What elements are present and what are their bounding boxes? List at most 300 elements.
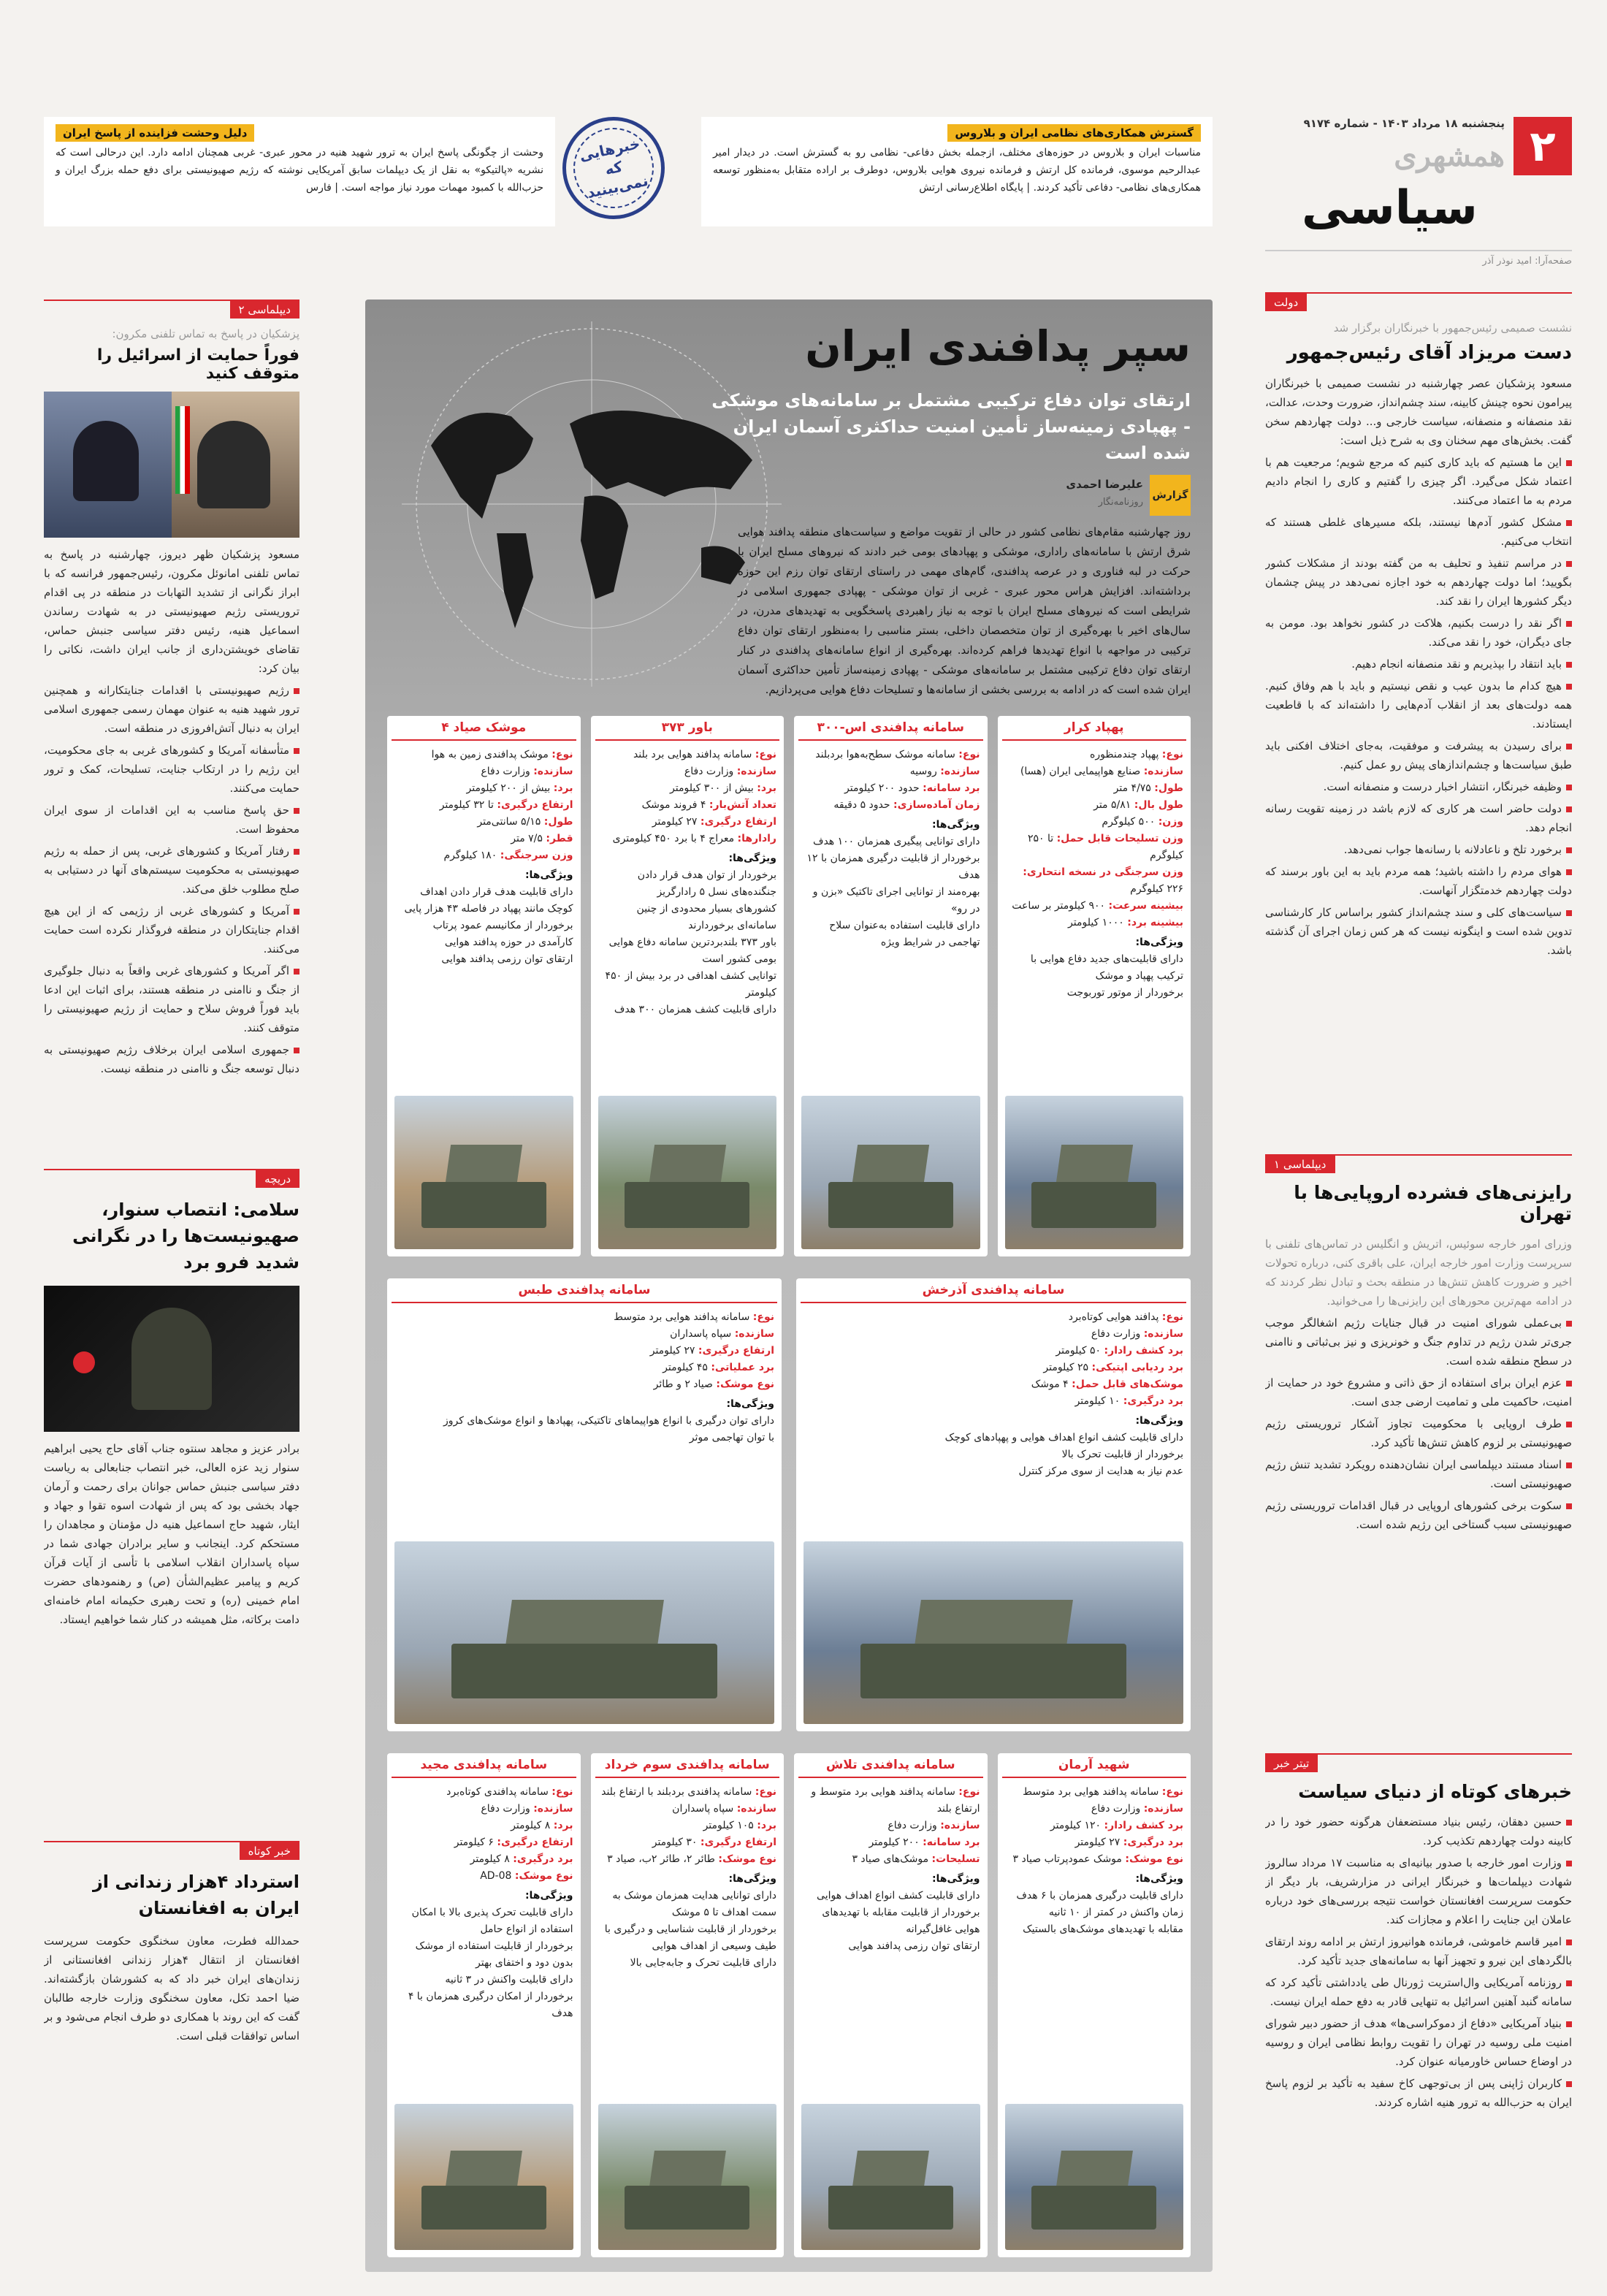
spec-key: وزن سرجنگی در نسخه انتحاری: <box>1023 866 1183 878</box>
spec-value: وزارت دفاع <box>481 1803 534 1815</box>
bullet-item <box>44 681 299 738</box>
spec-line <box>1005 915 1184 931</box>
spec-value: بیش از ۳۰۰ کیلومتر <box>670 782 757 794</box>
spec-value: ۲۷ کیلومتر <box>1074 1837 1123 1848</box>
bullet-square-icon <box>1566 1462 1572 1468</box>
weapon-card-specs <box>591 741 785 1024</box>
feature-line: دارای قابلیت واکنش در ۳ ثانیه <box>445 1974 573 1986</box>
vehicle-shape <box>421 2186 546 2230</box>
spec-value: ۲۲۶ کیلوگرم <box>1130 883 1183 895</box>
weapon-card-title: پهپاد کرار <box>1002 716 1187 741</box>
spec-value: موشک‌های صیاد ۳ <box>852 1853 932 1865</box>
article-body: برادر عزیز و مجاهد سنتوه جناب آقای حاج یحیی ابراهیم سنوار زید عزه العالی، خبر انتصاب جنابعالی به ریاست دفتر سیاسی جنبش حماس جوانان برای رحمت و آرمان جهاد بخشی بود که پس از شهادت اسوه تقوا و جهاد و ایثار، شهید حاج اسماعیل هنیه دل مؤمنان و مجاهدان را مستحکم کرد. اینجانب و سایر برادران جهادی شما در سپاه پاسداران انقلاب اسلامی با تأسی از آیات قرآن کریم و پیامبر عظیم‌الشأن (ص) و رهنمودهای حضرت امام خمینی (ره) و تحت رهبری حکیمانه امام خامنه‌ای دامت برکاته، مثل همیشه در کنار شما خواهیم ایستاد. <box>44 1442 299 1626</box>
weapon-card <box>998 716 1191 1256</box>
stamp-logo <box>553 107 674 229</box>
article-lead: وزرای امور خارجه سوئیس، اتریش و انگلیس در تماس‌های تلفنی با سرپرست وزارت امور خارجه ایران، علی باقری کنی، درباره تحولات اخیر و ضرورت کاهش تنش‌ها در منطقه بحث و تبادل نظر کردند که در ادامه مهم‌ترین محورهای این رایزنی‌ها را می‌خوانید. <box>1265 1237 1572 1308</box>
features-heading: ویژگی‌ها: <box>931 1873 980 1885</box>
section-title: سیاسی <box>1302 181 1478 235</box>
photo-presidents <box>44 392 299 538</box>
top-news-box-right <box>701 117 1213 226</box>
bullet-item <box>1265 554 1572 611</box>
spec-line <box>801 1784 980 1818</box>
feature-line: با توان تهاجمی موثر <box>689 1432 774 1443</box>
vehicle-shape <box>625 2186 749 2230</box>
weapon-card-title: سامانه پدافندی تلاش <box>798 1753 983 1778</box>
spec-value: ۸ کیلومتر <box>511 1820 554 1831</box>
spec-value: تا ۳۲ کیلومتر <box>439 799 497 811</box>
bullet-text: هوای مردم را داشته باشید؛ همه مردم باید به این باور برسند که دولت چهاردهم خدمتگزار آنهاست. <box>1265 865 1572 897</box>
weapon-card-title: موشک صیاد ۴ <box>392 716 576 741</box>
weapon-card <box>998 1753 1191 2257</box>
feature-subtitle: ارتقای توان دفاع ترکیبی مشتمل بر سامانه‌های موشکی - پهپادی زمینه‌ساز تأمین امنیت حداکثری آسمان ایران شده است <box>711 390 1191 463</box>
features-heading: ویژگی‌ها: <box>726 1398 774 1410</box>
spec-line <box>394 797 573 814</box>
spec-line <box>394 1326 774 1343</box>
spec-line <box>394 1801 573 1818</box>
spec-line <box>394 1376 774 1393</box>
feature-line: ارتقای توان رزمی پدافند هوایی <box>848 1940 980 1952</box>
article-lead: مسعود پزشکیان عصر چهارشنبه در نشست صمیمی با خبرنگاران پیرامون نحوه چینش کابینه، سند چشم‌انداز، ضرورت وحدت، عدالت، نقد منصفانه و منصفانه، سیاست خارجی و... دولت چهاردهم سخن گفت. بخش‌های مهم سخنان وی به شرح ذیل است: <box>1265 377 1572 447</box>
bullet-item <box>1265 1414 1572 1452</box>
spec-value: طائر ۲، طائر ۲ب، صیاد ۳ <box>607 1853 719 1865</box>
vehicle-shape <box>828 2186 953 2230</box>
feature-line: دارای توانایی هدایت همزمان موشک به سمت اهداف تا ۵ موشک <box>612 1890 776 1918</box>
vehicle-shape <box>451 1644 717 1698</box>
spec-key: طول بال: <box>1134 799 1183 811</box>
spec-value: ۲۷ کیلومتر <box>652 816 701 828</box>
feature-line: باور ۳۷۳ بلندبردترین سامانه دفاع هوایی بومی کشور است <box>608 937 776 965</box>
spec-line <box>1005 831 1184 864</box>
spec-line <box>1005 898 1184 915</box>
spec-key: موشک‌های قابل حمل: <box>1072 1378 1183 1390</box>
spec-line <box>804 1343 1183 1359</box>
article-headline: خبرهای کوتاه از دنیای سیاست <box>1298 1781 1572 1802</box>
spec-line <box>394 1851 573 1868</box>
spec-value: پهپاد چندمنظوره <box>1090 749 1162 760</box>
spec-line <box>801 797 980 814</box>
spec-line <box>394 831 573 847</box>
bullet-text: وزارت امور خارجه با صدور بیانیه‌ای به مناسبت ۱۷ مرداد سالروز شهادت دیپلمات‌ها و خبرنگار ایرانی در مزارشریف، بار دیگر از حکومت سرپرست افغانستان خواست نتیجه بررسی‌های خود درباره عاملان این جنایت را اعلام و مجازات کند. <box>1265 1856 1572 1926</box>
spec-line <box>598 1784 777 1801</box>
spec-key: ارتفاع درگیری: <box>698 1345 774 1357</box>
spec-key: نوع: <box>1161 749 1183 760</box>
spec-value: وزارت دفاع <box>684 766 737 777</box>
bullet-item <box>1265 903 1572 960</box>
person-right <box>197 421 270 508</box>
spec-value: ۱۰۵ کیلومتر <box>703 1820 757 1831</box>
weapon-card <box>387 1753 581 2257</box>
spec-key: زمان آماده‌سازی: <box>893 799 980 811</box>
spec-key: وزن سرجنگی: <box>500 850 573 861</box>
bullet-item <box>44 1040 299 1078</box>
header-rule <box>1265 250 1572 251</box>
spec-line <box>394 763 573 780</box>
spec-key: نوع موشک: <box>716 1378 774 1390</box>
spec-value: معراج ۴ با برد ۴۵۰ کیلومتری <box>612 833 738 844</box>
spec-value: ۴/۷۵ متر <box>1113 782 1155 794</box>
spec-key: سازنده: <box>736 766 776 777</box>
spec-value: وزارت دفاع <box>888 1820 941 1831</box>
spec-key: برد درگیری: <box>513 1853 573 1865</box>
weapon-photo <box>1005 1096 1184 1249</box>
features-heading: ویژگی‌ها: <box>728 1873 776 1885</box>
bullet-item <box>1265 1973 1572 2011</box>
bullet-text: سکوت برخی کشورهای اروپایی در قبال اقدامات تروریستی رژیم صهیونیستی سبب گستاخی این رژیم شده است. <box>1265 1499 1572 1531</box>
bullet-text: اسناد مستند دیپلماسی ایران نشان‌دهنده رویکرد تشدید تنش رژیم صهیونیستی است. <box>1265 1458 1572 1490</box>
feature-line: دارای قابلیت تحرک پذیری بالا با امکان استفاده از انواع حامل <box>411 1907 573 1935</box>
photo-salami <box>44 1286 299 1432</box>
weapon-card <box>794 716 988 1256</box>
spec-key: برد عملیاتی: <box>711 1362 774 1373</box>
bullet-text: کاربران ژاپنی پس از بی‌توجهی کاخ سفید به تأکید بر لزوم پاسخ ایران به حزب‌الله به ترور هنیه اشاره کردند. <box>1265 2077 1572 2109</box>
article-headline: استرداد ۴هزار زندانی از ایران به افغانستان <box>92 1872 299 1918</box>
bullet-square-icon <box>294 688 299 694</box>
spec-value: ۱۰ کیلومتر <box>1074 1395 1123 1407</box>
vehicle-shape <box>625 1182 749 1228</box>
weapon-card-title: باور ۳۷۳ <box>595 716 780 741</box>
feature-line: برخوردار از قابلیت مقابله با تهدیدهای هوایی غافل‌گیرانه <box>822 1907 980 1935</box>
spec-line <box>394 847 573 864</box>
spec-value: سپاه پاسداران <box>670 1328 735 1340</box>
spec-line <box>804 1376 1183 1393</box>
spec-value: ۳۰ کیلومتر <box>652 1837 701 1848</box>
features-heading: ویژگی‌ها: <box>1135 1415 1183 1427</box>
weapon-photo <box>394 2104 573 2250</box>
spec-value: صیاد ۲ و طائر <box>653 1378 717 1390</box>
spec-value: حدود ۲۰۰ کیلومتر <box>844 782 923 794</box>
spec-line <box>598 831 777 847</box>
feature-line: دارای قابلیت کشف انواع اهداف هوایی <box>817 1890 980 1902</box>
bullet-item <box>1265 777 1572 796</box>
page-editor: صفحه‌آرا: امید نوذر آذر <box>1482 256 1572 267</box>
section-tag-headline: تیتر خبر <box>1265 1755 1318 1772</box>
vehicle-shape <box>421 1182 546 1228</box>
spec-line <box>394 1784 573 1801</box>
bullet-item <box>44 901 299 958</box>
spec-key: نوع موشک: <box>514 1870 573 1882</box>
spec-key: نوع موشک: <box>718 1853 776 1865</box>
spec-key: سازنده: <box>1143 1803 1183 1815</box>
bullet-square-icon <box>1566 1980 1572 1986</box>
spec-line <box>598 780 777 797</box>
bullet-item <box>1265 655 1572 674</box>
spec-value: ۸ کیلومتر <box>470 1853 514 1865</box>
author-role: روزنامه‌نگار <box>1098 497 1143 508</box>
spec-line <box>1005 747 1184 763</box>
spec-line <box>1005 763 1184 780</box>
bullet-text: حسین دهقان، رئیس بنیاد مستضعفان هرگونه حضور خود را در کابینه دولت چهاردهم تکذیب کرد. <box>1265 1815 1572 1847</box>
bullet-square-icon <box>1566 1422 1572 1427</box>
weapon-card-title: سامانه پدافندی طبس <box>392 1278 777 1303</box>
feature-line: دارای قابلیت درگیری همزمان با ۶ هدف <box>1016 1890 1183 1902</box>
bullet-item <box>1265 840 1572 859</box>
bullet-text: این ما هستیم که باید کاری کنیم که مرجع شویم؛ مرجعیت هم با اعتماد شکل می‌گیرد. اگر چیزی را گفتیم و کاری را انجام دادیم مردم به ما اعتماد می‌کنند. <box>1265 456 1572 507</box>
spec-value: تا ۲۵۰ کیلوگرم <box>1027 833 1183 861</box>
spec-value: ۱۸۰ کیلوگرم <box>443 850 500 861</box>
weapon-photo <box>598 2104 777 2250</box>
weapon-card <box>796 1278 1191 1731</box>
spec-line <box>804 1393 1183 1410</box>
feature-line: ارتقای توان رزمی پدافند هوایی <box>441 953 573 965</box>
spec-value: سامانه پدافند هوایی برد بلند <box>633 749 755 760</box>
spec-key: طول: <box>1154 782 1183 794</box>
spec-value: ۴ فروند موشک <box>641 799 709 811</box>
weapon-photo <box>804 1541 1183 1724</box>
spec-key: بیشینه برد: <box>1127 917 1183 928</box>
bullet-text: برخورد تلخ و ناعادلانه با رسانه‌ها جواب نمی‌دهد. <box>1343 843 1562 856</box>
spec-value: ۲۵ کیلومتر <box>1043 1362 1092 1373</box>
article-body: حمدالله فطرت، معاون سخنگوی حکومت سرپرست افغانستان از انتقال ۴هزار زندانی افغانستانی از زندان‌های ایران خبر داد که به کشورشان بازگشته‌اند. ضیا احمد تکل، معاون سخنگوی وزارت خارجه طالبان گفت که این روند با همکاری دو طرف انجام می‌شود و بر اساس توافقات قبلی است. <box>44 1934 299 2043</box>
spec-value: ۵/۱۵ سانتی‌متر <box>477 816 544 828</box>
top-news-right-title: گسترش همکاری‌های نظامی ایران و بلاروس <box>947 124 1201 142</box>
spec-key: برد: <box>553 1820 573 1831</box>
top-news-left-text: وحشت از چگونگی پاسخ ایران به ترور شهید هنیه در محور عبری- غربی همچنان ادامه دارد. این درحالی است که نشریه «پالتیکو» به نقل از یک دیپلمات سابق آمریکایی نوشته که رژیم صهیونیستی برای دفع حمله بزرگ ایران و حزب‌الله با کمبود مهمات مورد نیاز مواجه است. | فارس <box>56 147 543 194</box>
spec-line <box>598 1851 777 1868</box>
weapon-card-title: سامانه پدافندی آذرخش <box>801 1278 1186 1303</box>
weapon-card-specs <box>794 741 988 957</box>
spec-line <box>801 780 980 797</box>
feature-line: دارای توان درگیری با انواع هواپیماهای تاکتیکی، پهپادها و انواع موشک‌های کروز <box>443 1415 774 1427</box>
weapon-card-title: سامانه پدافندی سوم خرداد <box>595 1753 780 1778</box>
spec-value: روسیه <box>909 766 941 777</box>
weapon-card <box>387 716 581 1256</box>
spec-line <box>598 763 777 780</box>
bullet-text: عزم ایران برای استفاده از حق ذاتی و مشروع خود در حمایت از امنیت، حاکمیت ملی و تمامیت ارضی جدی است. <box>1265 1376 1572 1408</box>
weapon-card-specs <box>998 741 1191 1007</box>
weapon-card <box>591 1753 785 2257</box>
bullet-item <box>1265 614 1572 652</box>
paper-logo: همشهری <box>1394 139 1505 173</box>
spec-value: ۶ کیلومتر <box>454 1837 497 1848</box>
bullet-square-icon <box>1566 910 1572 916</box>
bullet-text: اگر نقد را درست بکنیم، هلاکت در کشور نخواهد بود. مومن به جای دیگران، خود را نقد می‌کند. <box>1265 617 1572 649</box>
weapon-card-title: شهید آرمان <box>1002 1753 1187 1778</box>
spec-line <box>598 814 777 831</box>
bullet-square-icon <box>1566 561 1572 567</box>
bullet-item <box>44 961 299 1037</box>
weapon-photo <box>394 1096 573 1249</box>
spec-line <box>801 1834 980 1851</box>
section-tag-short: خبر کوتاه <box>240 1842 299 1860</box>
feature-line: دارای قابلیت استفاده به‌عنوان سلاح تهاجمی در شرایط ویژه <box>829 920 980 948</box>
spec-value: ۴۵ کیلومتر <box>663 1362 711 1373</box>
spec-value: ۲۰۰ کیلومتر <box>869 1837 923 1848</box>
weapon-card-specs <box>796 1303 1191 1486</box>
microphone-icon <box>73 1351 95 1373</box>
spec-value: وزارت دفاع <box>1091 1803 1144 1815</box>
bullet-item <box>1265 453 1572 510</box>
bullet-item <box>1265 736 1572 774</box>
bullet-item <box>1265 1853 1572 1929</box>
spec-line <box>394 1359 774 1376</box>
bullet-text: هیچ کدام ما بدون عیب و نقص نیستیم و باید با هم وفاق کنیم. همه دولت‌های بعد از انقلاب آدم‌هایی را داشته‌اند که با قاطعیت ایستادند. <box>1265 679 1572 731</box>
spec-value: سامانه پدافندی بردبلند با ارتفاع بلند <box>601 1786 755 1798</box>
spec-line <box>1005 797 1184 814</box>
feature-line: برخوردار از قابلیت استفاده از موشک بدون دود و اختفای بهتر <box>415 1940 573 1969</box>
spec-key: ارتفاع درگیری: <box>700 1837 776 1848</box>
bullet-text: باید انتقاد را بپذیریم و نقد منصفانه انجام دهیم. <box>1351 657 1562 671</box>
spec-value: ۵۰ کیلومتر <box>1056 1345 1104 1357</box>
feature-line: دارای قابلیت کشف انواع اهداف هوایی و پهپادهای کوچک <box>944 1432 1183 1443</box>
spec-key: طول: <box>543 816 573 828</box>
spec-line <box>394 780 573 797</box>
spec-key: برد سامانه: <box>923 782 980 794</box>
spec-line <box>801 1818 980 1834</box>
bullet-item <box>44 842 299 899</box>
bullet-square-icon <box>1566 684 1572 690</box>
weapon-card-specs <box>794 1778 988 1961</box>
bullet-square-icon <box>1566 621 1572 627</box>
feature-line: برخوردار از موتور توربوجت <box>1066 987 1183 999</box>
bullet-square-icon <box>1566 460 1572 466</box>
stamp-text: خبرهایی که نمی‌بینید <box>566 121 661 216</box>
bullet-text: روزنامه آمریکایی وال‌استریت ژورنال طی یادداشتی تأکید کرد که سامانه گنبد آهنین اسرائیل به تنهایی قادر به دفع حمله ایران نیست. <box>1265 1976 1572 2008</box>
spec-line <box>804 1326 1183 1343</box>
bullet-square-icon <box>294 748 299 754</box>
spec-value: موشک پدافندی زمین به هوا <box>431 749 552 760</box>
issue-date: پنجشنبه ۱۸ مرداد ۱۴۰۳ - شماره ۹۱۷۴ <box>1303 117 1505 130</box>
bullet-square-icon <box>1566 1381 1572 1387</box>
spec-key: سازنده: <box>1143 766 1183 777</box>
page-number-badge: ۲ <box>1514 117 1572 175</box>
spec-key: برد درگیری: <box>1123 1837 1183 1848</box>
spec-line <box>1005 1834 1184 1851</box>
report-tag: گزارش <box>1150 475 1191 516</box>
feature-lead: روز چهارشنبه مقام‌های نظامی کشور در حالی از تقویت مواضع و سیاست‌های منطقه پدافند هوایی شرق ارتش با سامانه‌های راداری، موشکی و پهپادهای بومی خبر دادند که نیروهای مسلح ایران با حرکت در لبه فناوری و در عرصه پدافندی، گام‌های مهمی در راستای ارتقای توان رزم این حوزه برداشته‌اند. افزایش هراس محور عبری - غربی از توان موشکی - پهپادی جمهوری اسلامی در شرایطی است که نیروهای مسلح ایران با توجه به نیاز راهبردی پاسخگویی به تهدیدهای مدرن، در سال‌های اخیر با بهره‌گیری از توان متخصصان داخلی، بستر مناسبی را به‌منظور ارتقای توان دفاع ترکیبی در مواجهه با انواع تهدیدها فراهم کرده‌اند. بهره‌گیری از انواع سامانه‌های پدافندی در کنار ارتقای توان دفاع ترکیبی مشتمل بر سامانه‌های موشکی - پهپادی زمینه‌ساز تأمین حداکثری آسمان ایران شده است که در ادامه به بررسی بخشی از سامانه‌ها و تسلیحات دفاع هوایی می‌پردازیم. <box>738 525 1191 696</box>
bullet-text: وظیفه خبرنگار، انتشار اخبار درست و منصفانه است. <box>1323 780 1562 793</box>
bullet-text: برای رسیدن به پیشرفت و موفقیت، به‌جای اختلاف افکنی باید طبق سیاست‌ها و چشم‌اندازهای پیش رو عمل کنیم. <box>1265 739 1572 771</box>
bullet-text: رژیم صهیونیستی با اقدامات جنایتکارانه و همچنین ترور شهید هنیه به عنوان مهمان رسمی جمهوری اسلامی ایران به دنبال آتش‌افروزی در منطقه است. <box>44 684 299 735</box>
section-tag-window: دریچه <box>256 1170 299 1188</box>
spec-line <box>1005 864 1184 898</box>
bullet-item <box>44 741 299 798</box>
world-map <box>387 314 796 694</box>
feature-line: برخوردار از قابلیت درگیری همزمان با ۱۲ هدف <box>806 853 980 881</box>
bullet-item <box>44 801 299 839</box>
spec-key: تسلیحات: <box>931 1853 980 1865</box>
feature-panel <box>365 300 1213 2272</box>
spec-key: ارتفاع درگیری: <box>497 1837 573 1848</box>
article-kicker: پزشکیان در پاسخ به تماس تلفنی مکرون: <box>112 327 299 340</box>
bullet-square-icon <box>1566 1503 1572 1509</box>
spec-value: ۱۰۰۰ کیلومتر <box>1068 917 1128 928</box>
spec-line <box>1005 1818 1184 1834</box>
spec-key: برد درگیری: <box>1123 1395 1183 1407</box>
spec-key: سازنده: <box>736 1803 776 1815</box>
bullet-item <box>1265 799 1572 837</box>
bullet-square-icon <box>294 808 299 814</box>
bullet-list <box>44 681 299 1078</box>
bullet-item <box>1265 1496 1572 1534</box>
bullet-item <box>1265 676 1572 733</box>
spec-value: سامانه پدافند هوایی برد متوسط <box>1023 1786 1162 1798</box>
bullet-list <box>1265 1812 1572 2112</box>
spec-value: حدود ۵ دقیقه <box>833 799 893 811</box>
spec-key: برد ردیابی اپتیکی: <box>1091 1362 1183 1373</box>
weapon-card <box>591 716 785 1256</box>
bullet-square-icon <box>1566 1940 1572 1945</box>
feature-line: برخوردار از قابلیت تحرک بالا <box>1061 1449 1183 1460</box>
article-headline: رایزنی‌های فشرده اروپایی‌ها با تهران <box>1294 1182 1572 1224</box>
spec-value: پدافند هوایی کوتاه‌برد <box>1068 1311 1162 1323</box>
bullet-square-icon <box>1566 2081 1572 2087</box>
features-heading: ویژگی‌ها: <box>1135 937 1183 948</box>
article-headline: دست مریزاد آقای رئیس‌جمهور <box>1286 342 1572 364</box>
weapons-row-2 <box>387 1278 1191 1731</box>
spec-key: نوع: <box>551 749 573 760</box>
feature-line: دارای قابلیت‌های جدید دفاع هوایی با ترکیب پهپاد و موشک <box>1030 953 1183 982</box>
bullet-item <box>1265 2074 1572 2112</box>
spec-line <box>394 814 573 831</box>
bullet-item <box>1265 513 1572 551</box>
spec-value: سامانه پدافند هوایی برد متوسط <box>614 1311 753 1323</box>
feature-line: برخوردار از امکان درگیری همزمان با ۴ هدف <box>408 1991 573 2019</box>
spec-line <box>394 1868 573 1885</box>
spec-key: برد کشف رادار: <box>1104 1820 1183 1831</box>
spec-line <box>598 747 777 763</box>
spec-key: برد: <box>757 782 776 794</box>
spec-key: نوع: <box>1161 1311 1183 1323</box>
bullet-square-icon <box>1566 744 1572 750</box>
bullet-square-icon <box>1566 847 1572 853</box>
bullet-square-icon <box>1566 785 1572 790</box>
spec-key: سازنده: <box>940 766 980 777</box>
features-heading: ویژگی‌ها: <box>1135 1873 1183 1885</box>
spec-key: نوع: <box>755 1786 776 1798</box>
bullet-text: جمهوری اسلامی ایران برخلاف رژیم صهیونیستی به دنبال توسعه جنگ و ناامنی در منطقه نیست. <box>44 1043 299 1075</box>
weapon-photo <box>394 1541 774 1724</box>
spec-value: وزارت دفاع <box>481 766 534 777</box>
article-headline: فوراً حمایت از اسرائیل را متوقف کنید <box>96 346 299 383</box>
bullet-text: در مراسم تنفیذ و تحلیف به من گفته بودند از مشکلات کشور بگویید؛ اما دولت چهاردهم به خود اجازه نمی‌دهد در پیش چشمان دیگر کشورها ایران را نقد کند. <box>1265 557 1572 608</box>
spec-key: وزن تسلیحات قابل حمل: <box>1056 833 1183 844</box>
spec-key: بیشینه سرعت: <box>1108 900 1183 912</box>
bullet-square-icon <box>1566 1820 1572 1826</box>
spec-line <box>1005 780 1184 797</box>
spec-value: ۱۲۰ کیلومتر <box>1050 1820 1104 1831</box>
top-news-left-title: دلیل وحشت فزاینده از پاسخ ایران <box>56 124 254 142</box>
spec-value: AD-08 <box>480 1870 515 1882</box>
section-tag-diplomacy2: دیپلماسی ۲ <box>230 301 300 319</box>
spec-line <box>394 1818 573 1834</box>
spec-line <box>1005 1784 1184 1801</box>
spec-key: نوع: <box>1161 1786 1183 1798</box>
spec-value: ۲۷ کیلومتر <box>649 1345 698 1357</box>
feature-title: سپر پدافندی ایران <box>805 321 1191 371</box>
spec-line <box>394 1834 573 1851</box>
spec-key: سازنده: <box>734 1328 774 1340</box>
bullet-square-icon <box>1566 1321 1572 1327</box>
spec-value: سامانه پدافند هوایی برد متوسط و ارتفاع بلند <box>811 1786 980 1815</box>
weapons-row-1 <box>387 716 1191 1256</box>
bullet-square-icon <box>1566 520 1572 526</box>
vehicle-shape <box>828 1182 953 1228</box>
spec-line <box>1005 1801 1184 1818</box>
spec-line <box>804 1309 1183 1326</box>
spec-line <box>804 1359 1183 1376</box>
spec-key: نوع: <box>752 1311 774 1323</box>
iran-flag <box>175 406 190 494</box>
spec-value: سپاه پاسداران <box>672 1803 737 1815</box>
spec-key: برد: <box>553 782 573 794</box>
spec-value: موشک عمودپرتاب صیاد ۳ <box>1012 1853 1126 1865</box>
bullet-square-icon <box>1566 1861 1572 1866</box>
weapon-photo <box>801 2104 980 2250</box>
spec-key: رادارها: <box>737 833 776 844</box>
spec-key: قطر: <box>546 833 573 844</box>
spec-value: سامانه پدافندی کوتاه‌برد <box>446 1786 552 1798</box>
spec-key: وزن: <box>1158 816 1183 828</box>
